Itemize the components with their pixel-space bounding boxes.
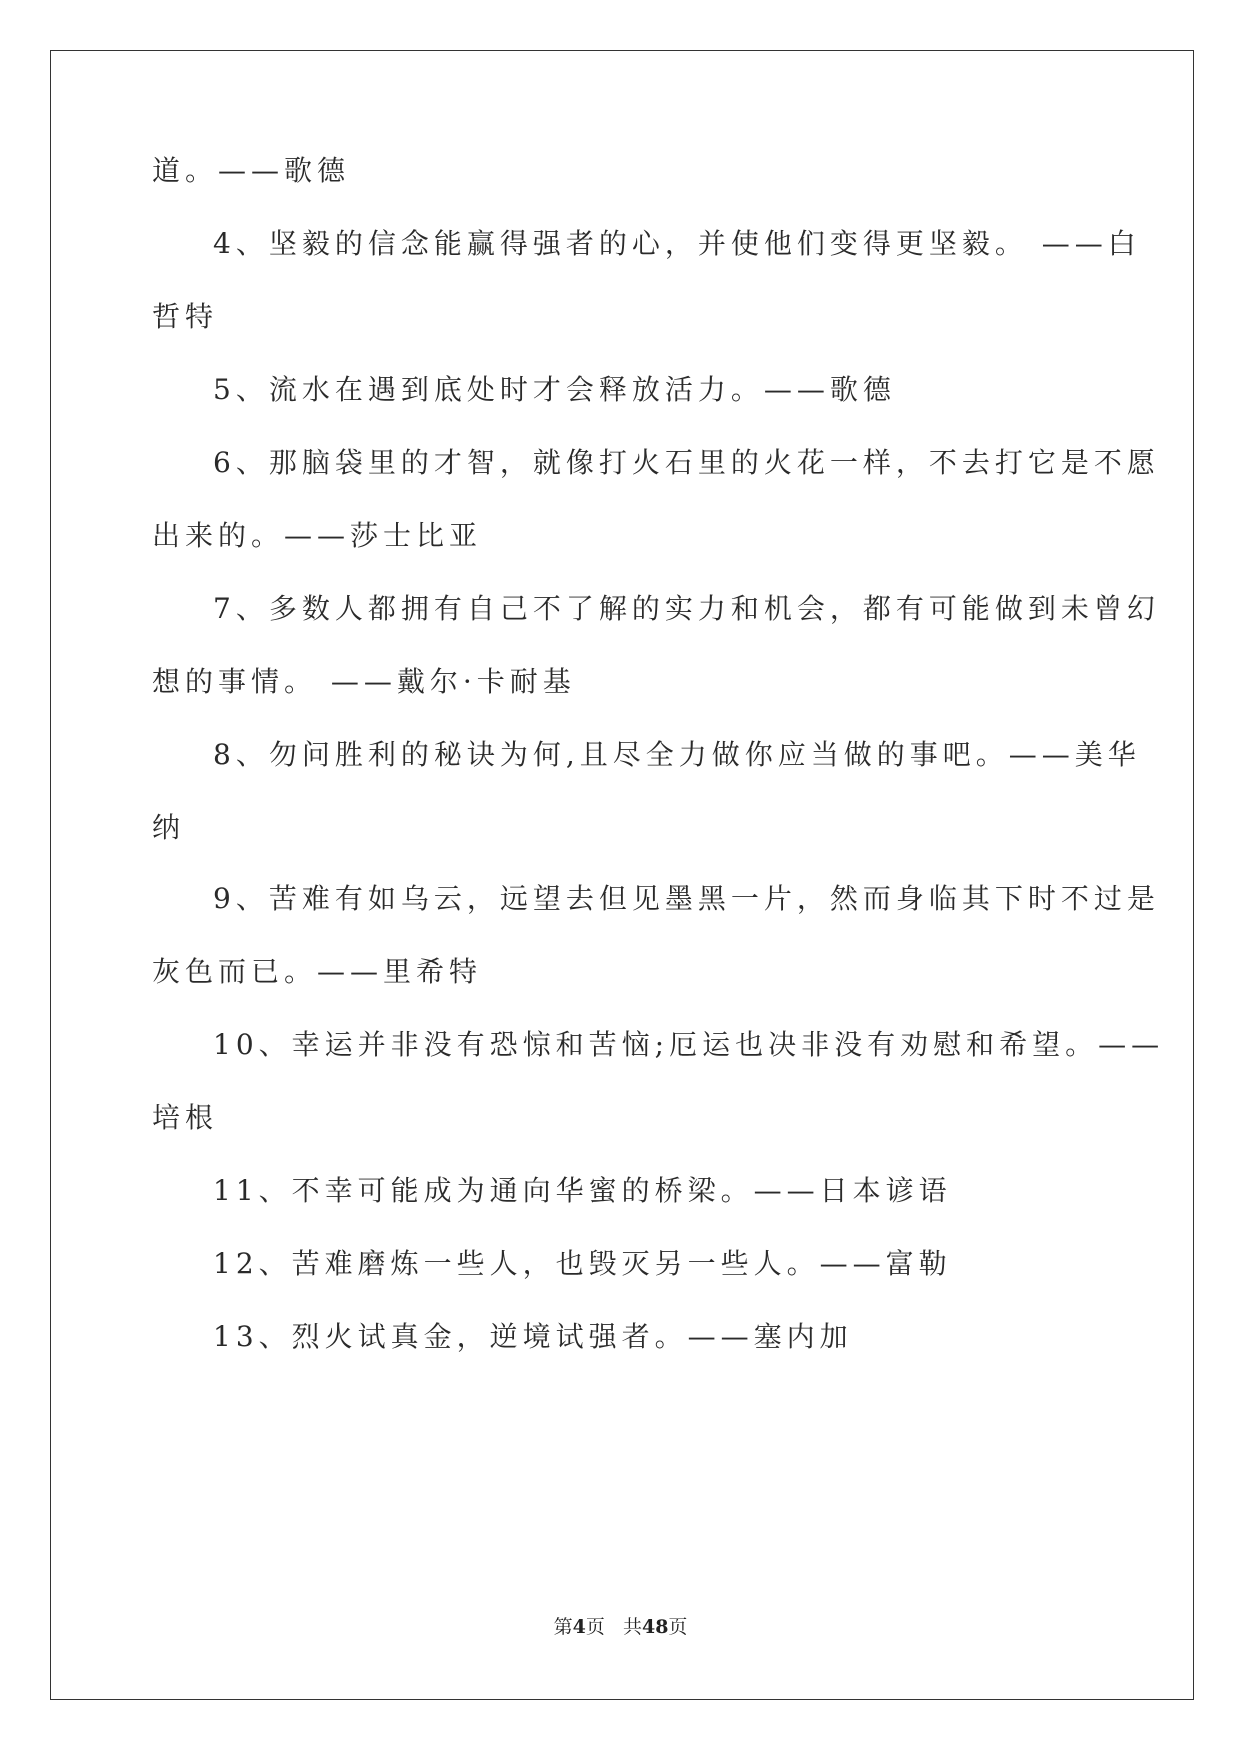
quote-5: 5、流水在遇到底处时才会释放活力。——歌德 [213,373,896,406]
page-footer [0,1612,1241,1639]
text-line: 哲特 [152,300,219,333]
quote-11: 11、不幸可能成为通向华蜜的桥梁。——日本谚语 [213,1174,952,1207]
total-pages: 48 [641,1616,669,1638]
footer-page-suffix: 页 [585,1616,605,1638]
footer-total-prefix: 共 [622,1616,642,1638]
footer-total-suffix: 页 [668,1616,688,1638]
quote-8: 8、勿问胜利的秘诀为何,且尽全力做你应当做的事吧。——美华 [213,738,1141,771]
text-line: 道。——歌德 [152,154,351,187]
text-line: 想的事情。 ——戴尔·卡耐基 [152,665,576,698]
text-line: 出来的。——莎士比亚 [152,519,483,552]
quote-9: 9、苦难有如乌云，远望去但见墨黑一片，然而身临其下时不过是 [213,882,1160,915]
quote-10: 10、幸运并非没有恐惊和苦恼;厄运也决非没有劝慰和希望。—— [213,1028,1165,1061]
page-border [50,50,1194,1700]
page-number: 4 [572,1616,586,1638]
quote-12: 12、苦难磨炼一些人，也毁灭另一些人。——富勒 [213,1247,952,1280]
quote-4: 4、坚毅的信念能赢得强者的心，并使他们变得更坚毅。 ——白 [213,227,1141,260]
footer-prefix: 第 [553,1616,573,1638]
text-line: 灰色而已。——里希特 [152,955,483,988]
quote-7: 7、多数人都拥有自己不了解的实力和机会，都有可能做到未曾幻 [213,592,1160,625]
quote-6: 6、那脑袋里的才智，就像打火石里的火花一样，不去打它是不愿 [213,446,1160,479]
text-line: 纳 [152,811,186,844]
text-line: 培根 [152,1101,219,1134]
quote-13: 13、烈火试真金，逆境试强者。——塞内加 [213,1320,853,1353]
